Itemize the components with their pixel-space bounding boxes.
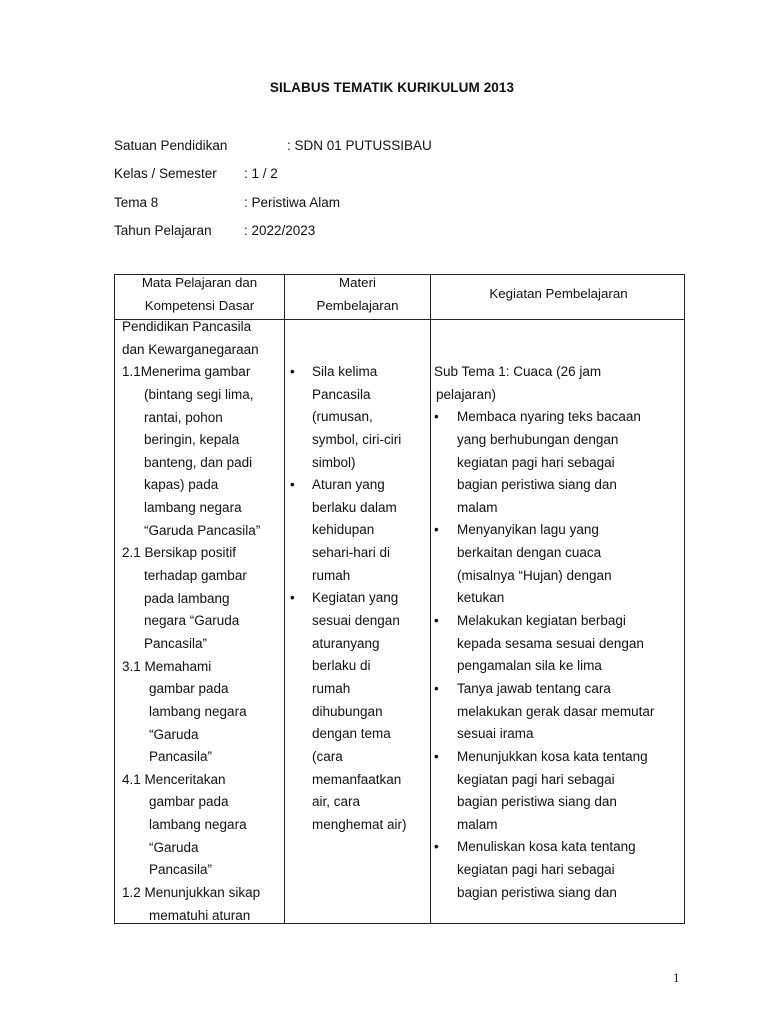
subject-line: 1.1Menerima gambar xyxy=(122,364,251,380)
material-line: aturanyang xyxy=(312,635,380,651)
material-line: Pancasila xyxy=(312,386,371,402)
activity-line: melakukan gerak dasar memutar xyxy=(457,703,655,719)
bullet-icon: • xyxy=(434,839,439,855)
header-text: Mata Pelajaran dan xyxy=(141,275,258,290)
subject-line: 1.2 Menunjukkan sikap xyxy=(122,885,261,901)
subject-line: “Garuda xyxy=(149,839,199,855)
activity-line-wrap xyxy=(434,452,615,475)
activity-line-wrap xyxy=(434,723,601,746)
material-line: simbol) xyxy=(312,454,356,470)
header-text: Kompetensi Dasar xyxy=(144,297,255,313)
meta-value: : 2022/2023 xyxy=(244,223,316,238)
bullet-icon: • xyxy=(434,613,439,629)
subject-line: terhadap gambar xyxy=(144,568,247,584)
activity-line-wrap xyxy=(434,429,619,452)
material-line: (rumusan, xyxy=(312,409,373,425)
activity-line-wrap xyxy=(434,769,615,792)
meta-label: Kelas / Semester xyxy=(114,166,217,181)
activity-line: kepada sesama sesuai dengan xyxy=(457,635,644,651)
subject-line: Pendidikan Pancasila xyxy=(122,319,252,334)
bullet-icon: • xyxy=(290,590,295,606)
material-line: dihubungan xyxy=(312,703,383,719)
meta-value: : Peristiwa Alam xyxy=(244,195,341,210)
header-text: Kegiatan Pembelajaran xyxy=(489,286,628,301)
activity-line: berkaitan dengan cuaca xyxy=(457,545,602,561)
meta-label: Tema 8 xyxy=(114,195,159,210)
material-line: (cara xyxy=(312,748,343,764)
subject-line: (bintang segi lima, xyxy=(144,386,254,402)
material-line: air, cara xyxy=(312,794,361,810)
subject-line: gambar pada xyxy=(149,681,229,697)
material-line: berlaku di xyxy=(312,658,371,674)
subject-line: dan Kewarganegaraan xyxy=(122,341,259,357)
bullet-icon: • xyxy=(434,748,439,764)
subject-line: lambang negara xyxy=(149,817,247,833)
subject-line: beringin, kepala xyxy=(144,432,240,448)
subject-line: kapas) pada xyxy=(144,477,219,493)
bullet-icon: • xyxy=(434,522,439,538)
activity-item xyxy=(434,519,601,542)
document-title: SILABUS TEMATIK KURIKULUM 2013 xyxy=(269,80,515,95)
meta-row-school xyxy=(114,138,432,153)
activities-column xyxy=(434,361,655,904)
activity-line: sesuai irama xyxy=(457,726,534,742)
material-line: symbol, ciri-ciri xyxy=(312,431,402,447)
header-text: Materi xyxy=(339,275,376,290)
activity-line: malam xyxy=(457,499,498,515)
subject-line: gambar pada xyxy=(149,794,229,810)
subject-line: 4.1 Menceritakan xyxy=(122,771,226,787)
activity-line: (misalnya “Hujan) dengan xyxy=(457,567,612,583)
meta-value: : SDN 01 PUTUSSIBAU xyxy=(287,138,432,153)
subject-line: mematuhi aturan xyxy=(149,907,251,923)
activity-item xyxy=(434,836,636,859)
activity-line: bagian peristiwa siang dan xyxy=(457,477,617,493)
activity-item xyxy=(434,610,626,633)
activity-line: bagian peristiwa siang dan xyxy=(457,794,617,810)
meta-row-class xyxy=(114,166,278,181)
material-line: kehidupan xyxy=(312,522,375,538)
activity-item xyxy=(434,678,611,701)
activity-line: yang berhubungan dengan xyxy=(457,431,619,447)
activity-line-wrap xyxy=(434,587,601,610)
activity-line-wrap xyxy=(434,791,617,814)
activity-line: pelajaran) xyxy=(436,386,497,402)
subject-line: pada lambang xyxy=(144,590,230,606)
activity-line: Membaca nyaring teks bacaan xyxy=(457,409,641,425)
activity-line: Sub Tema 1: Cuaca (26 jam xyxy=(434,364,602,379)
meta-row-theme xyxy=(114,195,341,210)
activity-line: Menuliskan kosa kata tentang xyxy=(457,839,636,855)
activity-line-wrap xyxy=(434,882,617,905)
material-line: Sila kelima xyxy=(312,364,378,379)
subject-line: “Garuda xyxy=(149,726,199,742)
activity-line-wrap xyxy=(434,701,655,724)
activity-line: kegiatan pagi hari sebagai xyxy=(457,454,615,470)
activity-line: bagian peristiwa siang dan xyxy=(457,884,617,900)
bullet-icon: • xyxy=(434,409,439,425)
meta-label: Tahun Pelajaran xyxy=(114,223,212,238)
subject-line: Pancasila” xyxy=(149,749,213,765)
activity-line: ketukan xyxy=(457,590,505,606)
material-line: Kegiatan yang xyxy=(312,590,399,606)
activity-line: Tanya jawab tentang cara xyxy=(457,680,611,696)
activity-line: pengamalan sila ke lima xyxy=(457,658,602,674)
bullet-icon: • xyxy=(290,477,295,493)
header-cell-subject xyxy=(115,272,284,317)
meta-row-year xyxy=(114,223,316,238)
syllabus-table xyxy=(114,274,685,924)
subject-line: Pancasila” xyxy=(144,635,208,651)
activity-line-wrap xyxy=(434,633,644,656)
bullet-icon: • xyxy=(290,364,295,379)
activity-line: kegiatan pagi hari sebagai xyxy=(457,862,615,878)
header-cell-material xyxy=(285,272,430,317)
activity-line-wrap xyxy=(434,814,601,837)
material-line: sesuai dengan xyxy=(312,613,400,629)
activity-line: kegiatan pagi hari sebagai xyxy=(457,771,615,787)
activity-line: Menunjukkan kosa kata tentang xyxy=(457,748,648,764)
activity-line-wrap xyxy=(434,565,612,588)
column-divider xyxy=(430,275,431,923)
activity-item xyxy=(434,406,641,429)
activity-line-wrap xyxy=(434,655,601,678)
activity-line-wrap xyxy=(434,474,617,497)
header-cell-activities xyxy=(431,283,686,306)
subject-line: negara “Garuda xyxy=(144,613,240,629)
activity-line-wrap xyxy=(434,497,601,520)
activity-line: malam xyxy=(457,816,498,832)
activity-item xyxy=(434,746,648,769)
subject-line: banteng, dan padi xyxy=(144,454,253,470)
page-number: 1 xyxy=(673,970,680,985)
meta-label: Satuan Pendidikan xyxy=(114,138,228,153)
subject-line: 3.1 Memahami xyxy=(122,658,212,674)
material-line: memanfaatkan xyxy=(312,771,402,787)
material-line: dengan tema xyxy=(312,726,391,742)
activity-line-wrap xyxy=(434,859,615,882)
column-divider xyxy=(284,275,285,923)
activity-line: Menyanyikan lagu yang xyxy=(457,522,599,538)
material-line: berlaku dalam xyxy=(312,499,397,515)
header-text: Pembelajaran xyxy=(316,297,399,313)
subject-line: rantai, pohon xyxy=(144,409,223,425)
subject-column xyxy=(122,316,260,927)
material-line: sehari-hari di xyxy=(312,545,391,561)
subject-line: lambang negara xyxy=(149,703,247,719)
activity-line-wrap xyxy=(434,542,601,565)
material-line: menghemat air) xyxy=(312,816,407,832)
material-line: rumah xyxy=(312,680,351,696)
material-line: rumah xyxy=(312,567,351,583)
activity-line: Melakukan kegiatan berbagi xyxy=(457,613,626,629)
subject-line: “Garuda Pancasila” xyxy=(144,522,261,538)
subject-line: lambang negara xyxy=(144,500,242,516)
subject-line: Pancasila” xyxy=(149,862,213,878)
subject-line: 2.1 Bersikap positif xyxy=(122,545,237,561)
material-line: Aturan yang xyxy=(312,477,385,493)
bullet-icon: • xyxy=(434,680,439,696)
meta-value: : 1 / 2 xyxy=(244,166,278,181)
